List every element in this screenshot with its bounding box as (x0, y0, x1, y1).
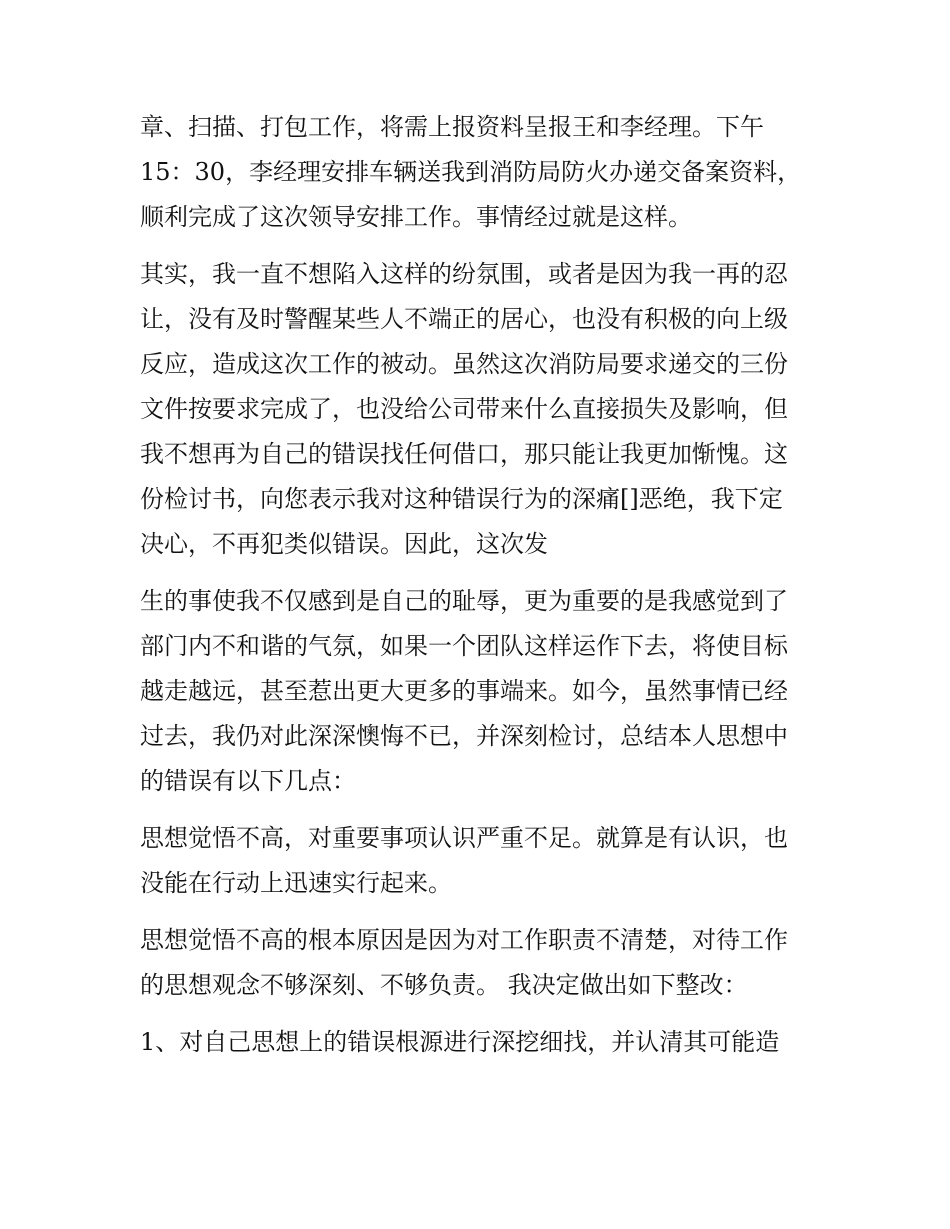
document-body (140, 105, 820, 1065)
text-line: 生的事使我不仅感到是自己的耻辱，更为重要的是我感觉到了 (140, 587, 788, 615)
text-line: 让，没有及时警醒某些人不端正的居心，也没有积极的向上级 (140, 305, 788, 333)
text-line: 的错误有以下几点： (140, 767, 356, 795)
text-line: 思想觉悟不高的根本原因是因为对工作职责不清楚，对待工作 (140, 926, 788, 954)
text-line: 思想觉悟不高，对重要事项认识严重不足。就算是有认识，也 (140, 824, 788, 852)
text-line: 章、扫描、打包工作，将需上报资料呈报王和李经理。下午 (140, 113, 764, 141)
text-line: 15：30，李经理安排车辆送我到消防局防火办递交备案资料， (140, 158, 802, 186)
text-line: 没能在行动上迅速实行起来。 (140, 869, 452, 897)
text-line: 文件按要求完成了，也没给公司带来什么直接损失及影响，但 (140, 395, 788, 423)
text-line: 反应，造成这次工作的被动。虽然这次消防局要求递交的三份 (140, 350, 788, 378)
text-line: 1、对自己思想上的错误根源进行深挖细找，并认清其可能造 (140, 1028, 780, 1056)
text-line: 过去，我仍对此深深懊悔不已，并深刻检讨，总结本人思想中 (140, 722, 788, 750)
text-line: 部门内不和谐的气氛，如果一个团队这样运作下去，将使目标 (140, 632, 788, 660)
text-line: 决心，不再犯类似错误。因此，这次发 (140, 530, 548, 558)
text-line: 我不想再为自己的错误找任何借口，那只能让我更加惭愧。这 (140, 440, 788, 468)
text-line: 份检讨书，向您表示我对这种错误行为的深痛[]恶绝，我下定 (140, 485, 783, 513)
text-line: 的思想观念不够深刻、不够负责。 我决定做出如下整改： (140, 971, 748, 999)
text-line: 顺利完成了这次领导安排工作。事情经过就是这样。 (140, 203, 692, 231)
text-line: 其实，我一直不想陷入这样的纷氛围，或者是因为我一再的忍 (140, 260, 788, 288)
text-line: 越走越远，甚至惹出更大更多的事端来。如今，虽然事情已经 (140, 677, 788, 705)
